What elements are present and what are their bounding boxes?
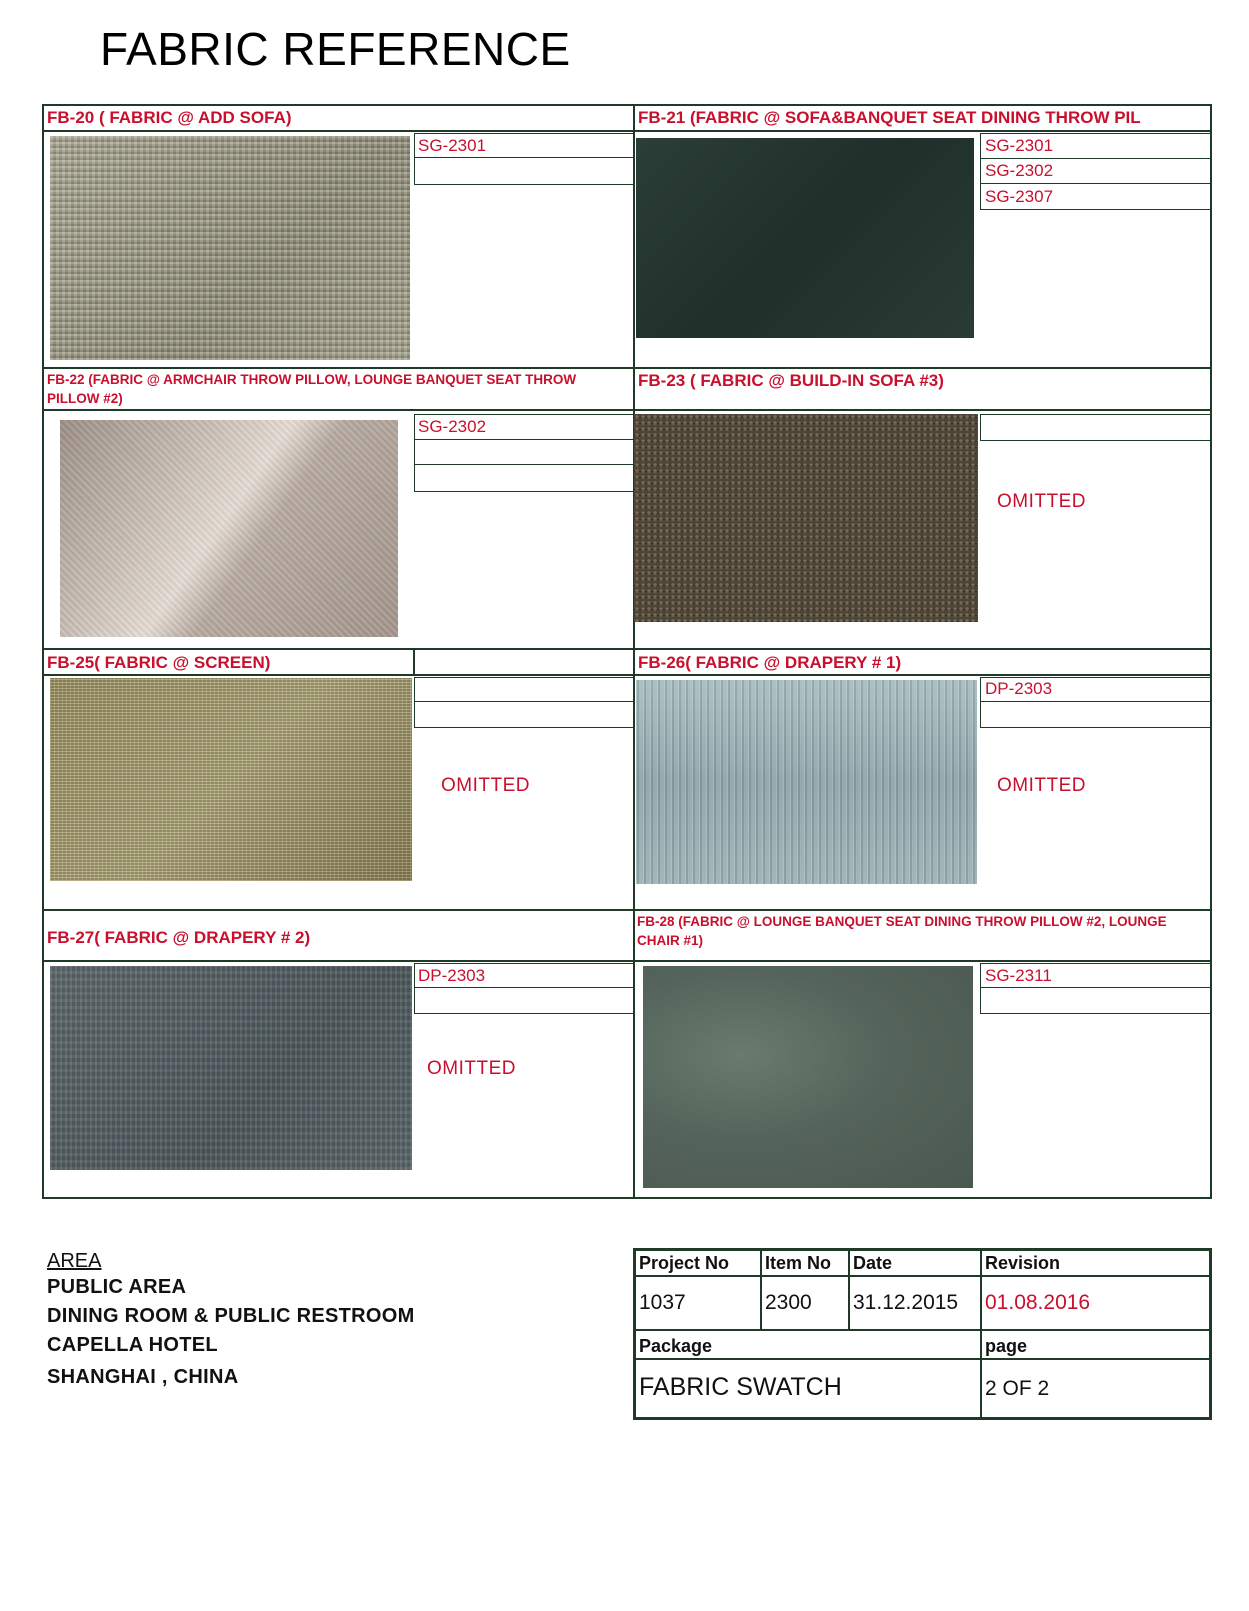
fabric-swatch-image: [50, 136, 410, 360]
item-no-value: 2300: [765, 1291, 812, 1314]
omitted-note: OMITTED: [997, 775, 1086, 796]
date-value: 31.12.2015: [853, 1291, 959, 1314]
package-value: FABRIC SWATCH: [639, 1373, 842, 1401]
fabric-code: SG-2311: [985, 966, 1052, 985]
fabric-code: SG-2302: [985, 161, 1054, 180]
page-value: 2 OF 2: [985, 1377, 1050, 1400]
code-row: [414, 157, 635, 185]
section-title: FB-26( FABRIC @ DRAPERY # 1): [638, 653, 902, 672]
code-row: [414, 987, 635, 1014]
page-label: page: [985, 1336, 1028, 1356]
fabric-code: SG-2307: [985, 187, 1054, 206]
section-title: FB-22 (FABRIC @ ARMCHAIR THROW PILLOW, LOUNGE BANQUET SEAT THROW PILLOW #2): [47, 372, 577, 406]
code-row: [414, 677, 635, 702]
revision-label: Revision: [985, 1253, 1061, 1273]
grid-row-divider: [42, 648, 1212, 650]
page-title: FABRIC REFERENCE: [100, 23, 571, 75]
project-no-label: Project No: [639, 1253, 730, 1273]
title-block-line: [848, 1248, 850, 1330]
item-no-label: Item No: [765, 1253, 832, 1273]
fabric-swatch-image: [50, 678, 412, 881]
grid-row-divider: [42, 909, 1212, 911]
header-cell-divider: [413, 648, 415, 675]
fabric-swatch-image: [60, 420, 398, 637]
code-row: [414, 439, 635, 465]
section-title: FB-20 ( FABRIC @ ADD SOFA): [47, 108, 292, 127]
fabric-swatch-image: [636, 138, 974, 338]
area-line: SHANGHAI , CHINA: [47, 1366, 239, 1388]
code-row: [414, 464, 635, 492]
code-row: [980, 701, 1212, 728]
project-no-value: 1037: [639, 1291, 686, 1314]
area-line: PUBLIC AREA: [47, 1276, 187, 1298]
header-underline: [42, 960, 1212, 962]
area-label: AREA: [47, 1250, 102, 1272]
fabric-code: SG-2301: [985, 136, 1054, 155]
title-block-line: [980, 1248, 982, 1420]
header-underline: [42, 674, 1212, 676]
fabric-swatch-image: [634, 414, 978, 622]
code-row: [980, 987, 1212, 1014]
fabric-swatch-image: [636, 680, 977, 884]
fabric-swatch-image: [50, 966, 412, 1170]
title-block-line: [633, 1329, 1212, 1331]
header-underline: [42, 409, 1212, 411]
code-row: [414, 701, 635, 728]
title-block-line: [633, 1358, 1212, 1360]
omitted-note: OMITTED: [427, 1058, 516, 1079]
revision-value: 01.08.2016: [985, 1291, 1091, 1314]
section-title: FB-23 ( FABRIC @ BUILD-IN SOFA #3): [638, 371, 944, 390]
omitted-note: OMITTED: [997, 491, 1086, 512]
fabric-code: DP-2303: [985, 679, 1053, 698]
fabric-code: SG-2302: [418, 417, 487, 436]
grid-row-divider: [42, 367, 1212, 369]
section-title: FB-27( FABRIC @ DRAPERY # 2): [47, 928, 311, 947]
fabric-code: DP-2303: [418, 966, 486, 985]
header-underline: [42, 130, 1212, 132]
fabric-code: SG-2301: [418, 136, 487, 155]
section-title: FB-28 (FABRIC @ LOUNGE BANQUET SEAT DINING THROW PILLOW #2, LOUNGE CHAIR #1): [637, 914, 1167, 948]
package-label: Package: [639, 1336, 713, 1356]
code-row: [980, 414, 1212, 441]
date-label: Date: [853, 1253, 893, 1273]
omitted-note: OMITTED: [441, 775, 530, 796]
area-line: DINING ROOM & PUBLIC RESTROOM: [47, 1305, 415, 1327]
area-line: CAPELLA HOTEL: [47, 1334, 218, 1356]
title-block-line: [633, 1275, 1212, 1277]
title-block-line: [760, 1248, 762, 1330]
section-title: FB-25( FABRIC @ SCREEN): [47, 653, 271, 672]
section-title: FB-21 (FABRIC @ SOFA&BANQUET SEAT DINING THROW PIL: [638, 108, 1141, 127]
grid-center-divider: [633, 104, 635, 1199]
fabric-swatch-image: [643, 966, 973, 1188]
